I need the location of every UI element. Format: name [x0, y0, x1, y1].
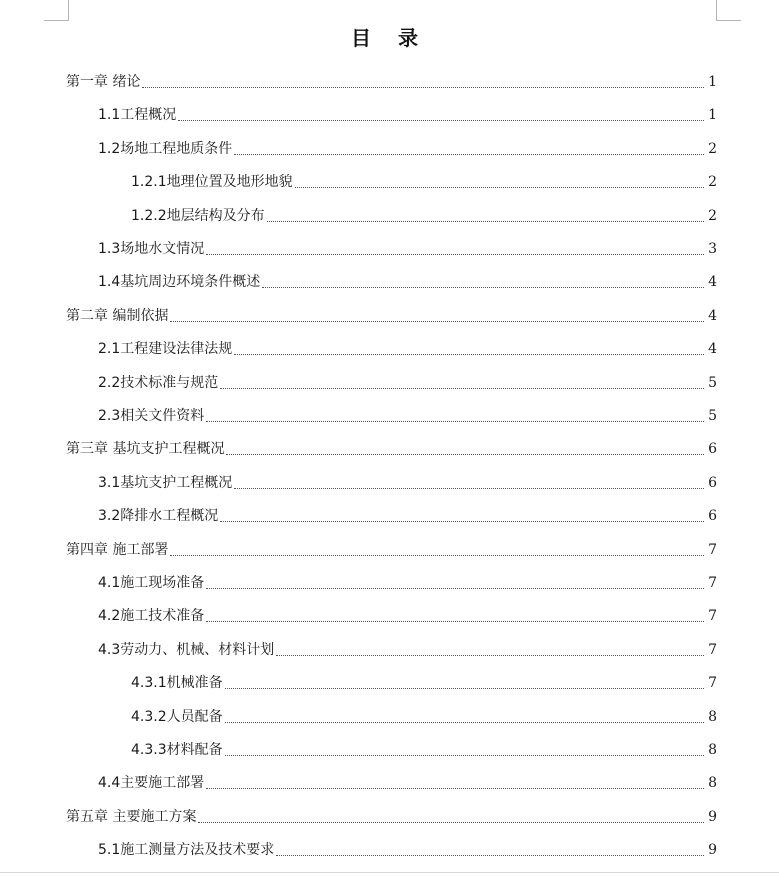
toc-page-number: 9 — [708, 842, 717, 859]
toc-entry-label: 第四章 施工部署 — [66, 541, 169, 558]
toc-page-number: 7 — [708, 675, 717, 692]
toc-dot-leader — [276, 854, 704, 856]
toc-entry-label: 2.3相关文件资料 — [98, 408, 205, 424]
toc-dot-leader — [198, 821, 704, 823]
crop-mark-top-left — [44, 0, 69, 21]
toc-entry-label: 3.1基坑支护工程概况 — [98, 474, 233, 491]
toc-entry-label: 4.3.3材料配备 — [131, 742, 223, 758]
toc-page-number: 4 — [708, 341, 717, 358]
toc-page-number: 8 — [708, 708, 717, 725]
toc-entry[interactable] — [66, 438, 717, 460]
toc-dot-leader — [170, 554, 704, 556]
toc-page-number: 7 — [708, 541, 717, 558]
toc-entry[interactable] — [66, 539, 717, 561]
toc-entry[interactable] — [98, 472, 717, 494]
toc-page-number: 6 — [708, 441, 717, 458]
toc-page-number: 6 — [708, 474, 717, 491]
toc-page-number: 4 — [708, 307, 717, 324]
toc-dot-leader — [234, 153, 704, 155]
toc-page-number: 8 — [708, 742, 717, 758]
toc-entry-label: 5.1施工测量方法及技术要求 — [98, 842, 275, 859]
toc-page-number: 5 — [708, 408, 717, 424]
toc-dot-leader — [295, 186, 704, 188]
toc-page-number: 1 — [708, 107, 717, 124]
toc-dot-leader — [206, 253, 704, 255]
toc-page-number: 7 — [708, 575, 717, 591]
toc-entry[interactable] — [98, 405, 717, 427]
toc-entry[interactable] — [131, 706, 717, 728]
toc-entry-label: 1.2.2地层结构及分布 — [131, 207, 265, 224]
toc-dot-leader — [170, 320, 704, 322]
toc-dot-leader — [276, 654, 704, 656]
toc-entry-label: 4.1施工现场准备 — [98, 575, 205, 591]
toc-dot-leader — [267, 220, 704, 222]
toc-entry-label: 第一章 绪论 — [66, 74, 141, 90]
toc-entry[interactable] — [66, 305, 717, 327]
toc-entry[interactable] — [98, 238, 717, 260]
toc-entry[interactable] — [98, 505, 717, 527]
toc-page-number: 1 — [708, 74, 717, 90]
toc-entry-label: 第二章 编制依据 — [66, 307, 169, 324]
crop-mark-top-right — [716, 0, 741, 21]
toc-dot-leader — [225, 721, 704, 723]
toc-entry-label: 第三章 基坑支护工程概况 — [66, 441, 225, 458]
toc-entry-label: 2.1工程建设法律法规 — [98, 341, 233, 358]
toc-entry[interactable] — [98, 772, 717, 794]
toc-entry-label: 4.4主要施工部署 — [98, 775, 205, 792]
page-bottom-edge — [0, 872, 779, 873]
toc-dot-leader — [206, 587, 704, 589]
toc-entry[interactable] — [131, 672, 717, 694]
toc-page-number: 3 — [708, 241, 717, 257]
toc-entry[interactable] — [98, 271, 717, 293]
toc-entry[interactable] — [98, 839, 717, 861]
toc-entry[interactable] — [98, 338, 717, 360]
toc-dot-leader — [220, 520, 704, 522]
toc-entry[interactable] — [98, 138, 717, 160]
toc-page-number: 8 — [708, 775, 717, 792]
toc-dot-leader — [178, 119, 704, 121]
toc-entry-label: 2.2技术标准与规范 — [98, 374, 219, 391]
toc-dot-leader — [225, 754, 704, 756]
toc-entry[interactable] — [66, 806, 717, 828]
toc-entry[interactable] — [66, 71, 717, 93]
toc-dot-leader — [142, 86, 704, 88]
toc-page-number: 4 — [708, 274, 717, 291]
toc-entry[interactable] — [98, 572, 717, 594]
toc-dot-leader — [226, 453, 704, 455]
toc-entry-label: 1.3场地水文情况 — [98, 241, 205, 257]
toc-page-number: 5 — [708, 374, 717, 391]
toc-entry[interactable] — [98, 605, 717, 627]
toc-dot-leader — [206, 620, 704, 622]
toc-entry-label: 1.1工程概况 — [98, 107, 177, 124]
toc-entry[interactable] — [131, 205, 717, 227]
toc-page-number: 6 — [708, 508, 717, 525]
toc-dot-leader — [262, 286, 704, 288]
toc-page-number: 2 — [708, 174, 717, 191]
toc-entry-label: 4.3劳动力、机械、材料计划 — [98, 641, 275, 658]
toc-dot-leader — [234, 353, 704, 355]
toc-entry-label: 1.4基坑周边环境条件概述 — [98, 274, 261, 291]
toc-page-number: 7 — [708, 608, 717, 625]
toc-dot-leader — [206, 420, 704, 422]
toc-entry[interactable] — [98, 372, 717, 394]
toc-page-number: 7 — [708, 641, 717, 658]
toc-entry[interactable] — [131, 739, 717, 761]
toc-dot-leader — [225, 687, 704, 689]
toc-dot-leader — [234, 487, 704, 489]
toc-entry-label: 3.2降排水工程概况 — [98, 508, 219, 525]
toc-page-number: 2 — [708, 140, 717, 157]
toc-entry-label: 第五章 主要施工方案 — [66, 808, 197, 825]
toc-entry[interactable] — [98, 639, 717, 661]
toc-entry-label: 4.3.2人员配备 — [131, 708, 223, 725]
toc-dot-leader — [220, 387, 704, 389]
toc-page-number: 9 — [708, 808, 717, 825]
toc-title: 目 录 — [351, 26, 428, 50]
toc-page-number: 2 — [708, 207, 717, 224]
toc-entry[interactable] — [98, 104, 717, 126]
toc-entry-label: 4.2施工技术准备 — [98, 608, 205, 625]
toc-entry-label: 1.2.1地理位置及地形地貌 — [131, 174, 293, 191]
toc-dot-leader — [206, 787, 704, 789]
toc-entry-label: 1.2场地工程地质条件 — [98, 140, 233, 157]
toc-entry[interactable] — [131, 171, 717, 193]
toc-entry-label: 4.3.1机械准备 — [131, 675, 223, 692]
